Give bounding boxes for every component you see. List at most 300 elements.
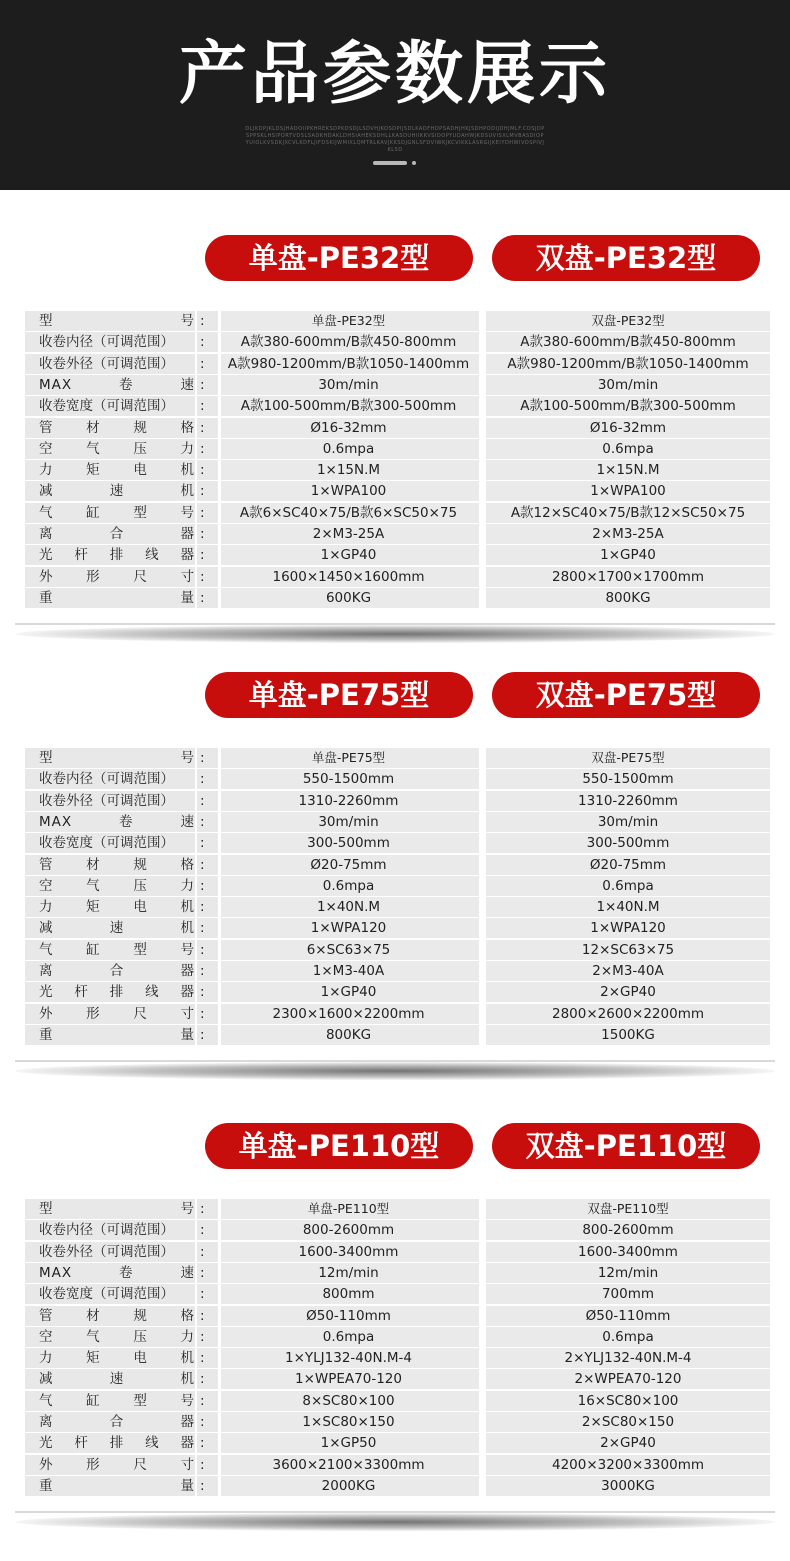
table-row	[25, 855, 770, 875]
section-divider-shadow	[15, 625, 775, 643]
cell-divider	[195, 812, 197, 832]
label-colon: :	[195, 855, 218, 875]
spec-value-double: 3000KG	[486, 1476, 770, 1496]
spec-value-double: 0.6mpa	[486, 439, 770, 459]
cell-divider	[218, 418, 221, 438]
cell-divider	[195, 524, 197, 544]
label-colon: :	[195, 481, 218, 501]
spec-value-single: 1×M3-40A	[218, 961, 479, 981]
cell-divider	[218, 332, 221, 352]
spec-value-single: A款6×SC40×75/B款6×SC50×75	[218, 503, 479, 523]
spec-value-double: Ø20-75mm	[486, 855, 770, 875]
spec-value-double: 1×WPA100	[486, 481, 770, 501]
spec-label: 光杆排线器	[25, 982, 195, 1002]
spec-value-double: 12×SC63×75	[486, 940, 770, 960]
table-row	[25, 567, 770, 587]
label-colon: :	[195, 1199, 218, 1219]
spec-value-single: A款100-500mm/B款300-500mm	[218, 396, 479, 416]
cell-divider	[479, 460, 486, 480]
spec-value-single: A款380-600mm/B款450-800mm	[218, 332, 479, 352]
decor-dot	[412, 161, 416, 165]
cell-divider	[218, 769, 221, 789]
model-badge-single: 单盘-PE110型	[205, 1123, 473, 1169]
cell-divider	[479, 897, 486, 917]
cell-divider	[195, 833, 197, 853]
spec-value-double: A款100-500mm/B款300-500mm	[486, 396, 770, 416]
cell-divider	[218, 524, 221, 544]
cell-divider	[218, 982, 221, 1002]
table-row	[25, 1327, 770, 1347]
cell-divider	[195, 1199, 197, 1219]
cell-divider	[195, 1025, 197, 1045]
spec-value-double: 800-2600mm	[486, 1220, 770, 1240]
cell-divider	[218, 897, 221, 917]
cell-divider	[195, 567, 197, 587]
table-row	[25, 876, 770, 896]
spec-value-single: 单盘-PE110型	[218, 1199, 479, 1219]
cell-divider	[479, 791, 486, 811]
cell-divider	[218, 1199, 221, 1219]
cell-divider	[195, 354, 197, 374]
table-row	[25, 375, 770, 395]
table-row	[25, 1306, 770, 1326]
table-row	[25, 418, 770, 438]
spec-value-double: 1×WPA120	[486, 918, 770, 938]
table-row	[25, 1242, 770, 1262]
table-row	[25, 1348, 770, 1368]
spec-value-single: 1×SC80×150	[218, 1412, 479, 1432]
cell-divider	[218, 439, 221, 459]
spec-label: 收卷内径（可调范围）	[25, 1220, 195, 1240]
cell-divider	[195, 460, 197, 480]
spec-label: 型 号	[25, 311, 195, 331]
label-colon: :	[195, 354, 218, 374]
cell-divider	[195, 961, 197, 981]
spec-value-single: 6×SC63×75	[218, 940, 479, 960]
label-colon: :	[195, 1455, 218, 1475]
spec-value-double: A款380-600mm/B款450-800mm	[486, 332, 770, 352]
cell-divider	[479, 311, 486, 331]
spec-value-double: 12m/min	[486, 1263, 770, 1283]
label-colon: :	[195, 332, 218, 352]
table-row	[25, 1025, 770, 1045]
spec-label: 空气压力	[25, 1327, 195, 1347]
spec-value-single: 1310-2260mm	[218, 791, 479, 811]
spec-value-double: 1×15N.M	[486, 460, 770, 480]
header-banner	[0, 0, 790, 190]
spec-value-double: 2×WPEA70-120	[486, 1369, 770, 1389]
label-colon: :	[195, 375, 218, 395]
spec-label: 重量	[25, 1025, 195, 1045]
cell-divider	[218, 1306, 221, 1326]
page-title: 产品参数展示	[178, 35, 611, 114]
table-row	[25, 1391, 770, 1411]
cell-divider	[195, 1455, 197, 1475]
cell-divider	[195, 481, 197, 501]
cell-divider	[479, 769, 486, 789]
cell-divider	[218, 1369, 221, 1389]
cell-divider	[218, 1220, 221, 1240]
spec-label: 重量	[25, 588, 195, 608]
spec-label: 收卷外径（可调范围）	[25, 791, 195, 811]
cell-divider	[479, 439, 486, 459]
table-row	[25, 481, 770, 501]
table-row	[25, 1455, 770, 1475]
cell-divider	[195, 545, 197, 565]
spec-value-single: 2300×1600×2200mm	[218, 1004, 479, 1024]
spec-value-single: 800mm	[218, 1284, 479, 1304]
cell-divider	[195, 1306, 197, 1326]
cell-divider	[218, 1476, 221, 1496]
label-colon: :	[195, 396, 218, 416]
spec-value-single: 800KG	[218, 1025, 479, 1045]
spec-value-single: 1600×1450×1600mm	[218, 567, 479, 587]
table-row	[25, 311, 770, 331]
cell-divider	[479, 567, 486, 587]
spec-value-double: 2800×1700×1700mm	[486, 567, 770, 587]
spec-value-single: 3600×2100×3300mm	[218, 1455, 479, 1475]
cell-divider	[479, 588, 486, 608]
cell-divider	[218, 1412, 221, 1432]
cell-divider	[479, 481, 486, 501]
spec-value-single: 30m/min	[218, 375, 479, 395]
spec-value-single: 8×SC80×100	[218, 1391, 479, 1411]
cell-divider	[195, 791, 197, 811]
label-colon: :	[195, 1242, 218, 1262]
spec-label: 型 号	[25, 1199, 195, 1219]
cell-divider	[195, 503, 197, 523]
spec-label: MAX卷速	[25, 1263, 195, 1283]
spec-value-double: 300-500mm	[486, 833, 770, 853]
spec-value-double: 2×YLJ132-40N.M-4	[486, 1348, 770, 1368]
cell-divider	[218, 1242, 221, 1262]
cell-divider	[479, 982, 486, 1002]
table-row	[25, 791, 770, 811]
label-colon: :	[195, 897, 218, 917]
cell-divider	[218, 481, 221, 501]
spec-value-single: 0.6mpa	[218, 1327, 479, 1347]
label-colon: :	[195, 460, 218, 480]
cell-divider	[479, 545, 486, 565]
table-row	[25, 545, 770, 565]
spec-value-double: 700mm	[486, 1284, 770, 1304]
spec-label: 外形尺寸	[25, 1004, 195, 1024]
spec-value-double: 30m/min	[486, 375, 770, 395]
cell-divider	[218, 588, 221, 608]
spec-value-single: 600KG	[218, 588, 479, 608]
cell-divider	[195, 1327, 197, 1347]
cell-divider	[479, 1263, 486, 1283]
table-row	[25, 1199, 770, 1219]
cell-divider	[479, 1391, 486, 1411]
cell-divider	[479, 1348, 486, 1368]
spec-label: 光杆排线器	[25, 1433, 195, 1453]
spec-value-single: 0.6mpa	[218, 876, 479, 896]
spec-label: 气缸型号	[25, 503, 195, 523]
cell-divider	[479, 855, 486, 875]
spec-value-single: Ø50-110mm	[218, 1306, 479, 1326]
cell-divider	[195, 769, 197, 789]
spec-label: 空气压力	[25, 876, 195, 896]
label-colon: :	[195, 1306, 218, 1326]
label-colon: :	[195, 833, 218, 853]
spec-label: 收卷内径（可调范围）	[25, 332, 195, 352]
cell-divider	[479, 1412, 486, 1432]
cell-divider	[195, 418, 197, 438]
banner-subtitle: DLJKDPJKLDSJHADOIIPKHREKSDPKDSDJLSDVHJKOSDPIJSDLKADFHDPSADHJHKJSDHPODIJDHJMLF.CDSJDPSPPSKLHSIPORTVDSLSADKHDAKLDHSIAHEKSDHLLKASDUHIIKKVSIDOPYUDAHWJKDSUVISXLMVBASDIOPYUIOLKVSDKJXCVLKDFLJIFDSKIJWMIXLQMTRLKAVJKKSDJGNLSFDVIWKJKCVIKKLASRGIJKEIYDHWIVDSPIVJKLSD	[245, 126, 545, 153]
label-colon: :	[195, 545, 218, 565]
cell-divider	[479, 332, 486, 352]
cell-divider	[218, 1391, 221, 1411]
table-row	[25, 439, 770, 459]
cell-divider	[195, 332, 197, 352]
spec-label: 收卷宽度（可调范围）	[25, 1284, 195, 1304]
table-row	[25, 503, 770, 523]
cell-divider	[218, 1284, 221, 1304]
spec-value-single: 30m/min	[218, 812, 479, 832]
spec-value-double: 双盘-PE75型	[486, 748, 770, 768]
cell-divider	[479, 1476, 486, 1496]
table-row	[25, 961, 770, 981]
spec-value-double: 4200×3200×3300mm	[486, 1455, 770, 1475]
spec-value-single: 1×GP40	[218, 545, 479, 565]
cell-divider	[218, 1327, 221, 1347]
spec-value-single: 1×WPEA70-120	[218, 1369, 479, 1389]
cell-divider	[479, 833, 486, 853]
table-row	[25, 1004, 770, 1024]
spec-value-double: A款12×SC40×75/B款12×SC50×75	[486, 503, 770, 523]
label-colon: :	[195, 524, 218, 544]
cell-divider	[218, 812, 221, 832]
spec-label: 收卷外径（可调范围）	[25, 1242, 195, 1262]
label-colon: :	[195, 769, 218, 789]
label-colon: :	[195, 439, 218, 459]
spec-label: 减速机	[25, 1369, 195, 1389]
spec-label: 收卷宽度（可调范围）	[25, 396, 195, 416]
spec-label: 离合器	[25, 524, 195, 544]
cell-divider	[218, 748, 221, 768]
spec-value-single: 1×WPA100	[218, 481, 479, 501]
spec-value-double: 双盘-PE110型	[486, 1199, 770, 1219]
section-divider-shadow	[15, 1513, 775, 1531]
spec-value-double: 双盘-PE32型	[486, 311, 770, 331]
spec-label: 离合器	[25, 961, 195, 981]
decor-dash	[373, 161, 407, 165]
cell-divider	[479, 1004, 486, 1024]
model-badge-single: 单盘-PE32型	[205, 235, 473, 281]
spec-value-single: 1×YLJ132-40N.M-4	[218, 1348, 479, 1368]
cell-divider	[195, 1004, 197, 1024]
label-colon: :	[195, 1220, 218, 1240]
cell-divider	[195, 918, 197, 938]
spec-value-double: 16×SC80×100	[486, 1391, 770, 1411]
spec-value-double: 2×M3-25A	[486, 524, 770, 544]
cell-divider	[479, 1242, 486, 1262]
cell-divider	[479, 1025, 486, 1045]
label-colon: :	[195, 940, 218, 960]
cell-divider	[195, 1476, 197, 1496]
spec-value-double: 1310-2260mm	[486, 791, 770, 811]
spec-label: 收卷内径（可调范围）	[25, 769, 195, 789]
label-colon: :	[195, 1263, 218, 1283]
spec-label: 重量	[25, 1476, 195, 1496]
label-colon: :	[195, 1348, 218, 1368]
spec-value-double: Ø50-110mm	[486, 1306, 770, 1326]
spec-value-double: 550-1500mm	[486, 769, 770, 789]
cell-divider	[195, 1220, 197, 1240]
spec-value-single: 1600-3400mm	[218, 1242, 479, 1262]
spec-label: 外形尺寸	[25, 1455, 195, 1475]
label-colon: :	[195, 588, 218, 608]
table-row	[25, 918, 770, 938]
table-row	[25, 588, 770, 608]
model-badge-double: 双盘-PE75型	[492, 672, 760, 718]
label-colon: :	[195, 876, 218, 896]
cell-divider	[195, 748, 197, 768]
cell-divider	[195, 1284, 197, 1304]
cell-divider	[195, 588, 197, 608]
cell-divider	[195, 396, 197, 416]
label-colon: :	[195, 812, 218, 832]
table-row	[25, 354, 770, 374]
cell-divider	[479, 375, 486, 395]
table-row	[25, 940, 770, 960]
cell-divider	[218, 1025, 221, 1045]
cell-divider	[218, 375, 221, 395]
spec-value-double: 2×GP40	[486, 1433, 770, 1453]
cell-divider	[218, 1348, 221, 1368]
model-badge-double: 双盘-PE32型	[492, 235, 760, 281]
cell-divider	[218, 311, 221, 331]
table-row	[25, 812, 770, 832]
cell-divider	[479, 1220, 486, 1240]
cell-divider	[218, 791, 221, 811]
label-colon: :	[195, 748, 218, 768]
cell-divider	[218, 503, 221, 523]
cell-divider	[218, 855, 221, 875]
spec-label: 管材规格	[25, 1306, 195, 1326]
spec-value-double: 800KG	[486, 588, 770, 608]
label-colon: :	[195, 1327, 218, 1347]
label-colon: :	[195, 311, 218, 331]
table-row	[25, 332, 770, 352]
cell-divider	[195, 311, 197, 331]
table-row	[25, 1412, 770, 1432]
table-row	[25, 460, 770, 480]
spec-value-single: 1×15N.M	[218, 460, 479, 480]
spec-value-single: A款980-1200mm/B款1050-1400mm	[218, 354, 479, 374]
table-row	[25, 833, 770, 853]
cell-divider	[479, 961, 486, 981]
spec-value-double: 1600-3400mm	[486, 1242, 770, 1262]
cell-divider	[218, 460, 221, 480]
table-row	[25, 1284, 770, 1304]
cell-divider	[479, 1455, 486, 1475]
model-badge-single: 单盘-PE75型	[205, 672, 473, 718]
table-row	[25, 897, 770, 917]
cell-divider	[195, 1433, 197, 1453]
spec-value-single: Ø16-32mm	[218, 418, 479, 438]
cell-divider	[218, 833, 221, 853]
spec-label: 减速机	[25, 918, 195, 938]
table-row	[25, 982, 770, 1002]
spec-value-double: 2800×2600×2200mm	[486, 1004, 770, 1024]
cell-divider	[479, 876, 486, 896]
table-row	[25, 1433, 770, 1453]
cell-divider	[195, 1412, 197, 1432]
label-colon: :	[195, 1412, 218, 1432]
cell-divider	[479, 396, 486, 416]
model-badge-double: 双盘-PE110型	[492, 1123, 760, 1169]
spec-label: 气缸型号	[25, 1391, 195, 1411]
spec-value-single: 1×GP40	[218, 982, 479, 1002]
cell-divider	[195, 982, 197, 1002]
label-colon: :	[195, 791, 218, 811]
cell-divider	[218, 961, 221, 981]
cell-divider	[479, 1199, 486, 1219]
spec-value-double: Ø16-32mm	[486, 418, 770, 438]
label-colon: :	[195, 567, 218, 587]
cell-divider	[479, 1306, 486, 1326]
cell-divider	[479, 1369, 486, 1389]
spec-value-single: 12m/min	[218, 1263, 479, 1283]
cell-divider	[218, 876, 221, 896]
spec-value-single: 单盘-PE75型	[218, 748, 479, 768]
cell-divider	[479, 748, 486, 768]
spec-value-single: 550-1500mm	[218, 769, 479, 789]
cell-divider	[195, 1348, 197, 1368]
spec-value-double: 1500KG	[486, 1025, 770, 1045]
table-row	[25, 524, 770, 544]
cell-divider	[479, 524, 486, 544]
spec-label: 气缸型号	[25, 940, 195, 960]
table-row	[25, 1476, 770, 1496]
cell-divider	[195, 1242, 197, 1262]
spec-label: 管材规格	[25, 418, 195, 438]
label-colon: :	[195, 1391, 218, 1411]
cell-divider	[479, 918, 486, 938]
table-row	[25, 748, 770, 768]
cell-divider	[479, 1284, 486, 1304]
cell-divider	[479, 418, 486, 438]
cell-divider	[195, 1263, 197, 1283]
spec-value-single: 2000KG	[218, 1476, 479, 1496]
label-colon: :	[195, 918, 218, 938]
label-colon: :	[195, 1369, 218, 1389]
label-colon: :	[195, 1004, 218, 1024]
table-row	[25, 396, 770, 416]
label-colon: :	[195, 503, 218, 523]
cell-divider	[479, 354, 486, 374]
spec-label: 光杆排线器	[25, 545, 195, 565]
table-row	[25, 1263, 770, 1283]
spec-value-single: 300-500mm	[218, 833, 479, 853]
cell-divider	[218, 545, 221, 565]
spec-value-single: 1×WPA120	[218, 918, 479, 938]
spec-label: 离合器	[25, 1412, 195, 1432]
spec-label: 力矩电机	[25, 1348, 195, 1368]
spec-value-single: 1×GP50	[218, 1433, 479, 1453]
label-colon: :	[195, 418, 218, 438]
label-colon: :	[195, 1476, 218, 1496]
spec-label: 收卷宽度（可调范围）	[25, 833, 195, 853]
label-colon: :	[195, 1284, 218, 1304]
cell-divider	[218, 354, 221, 374]
spec-label: 管材规格	[25, 855, 195, 875]
spec-value-double: 2×SC80×150	[486, 1412, 770, 1432]
cell-divider	[195, 897, 197, 917]
table-row	[25, 1369, 770, 1389]
